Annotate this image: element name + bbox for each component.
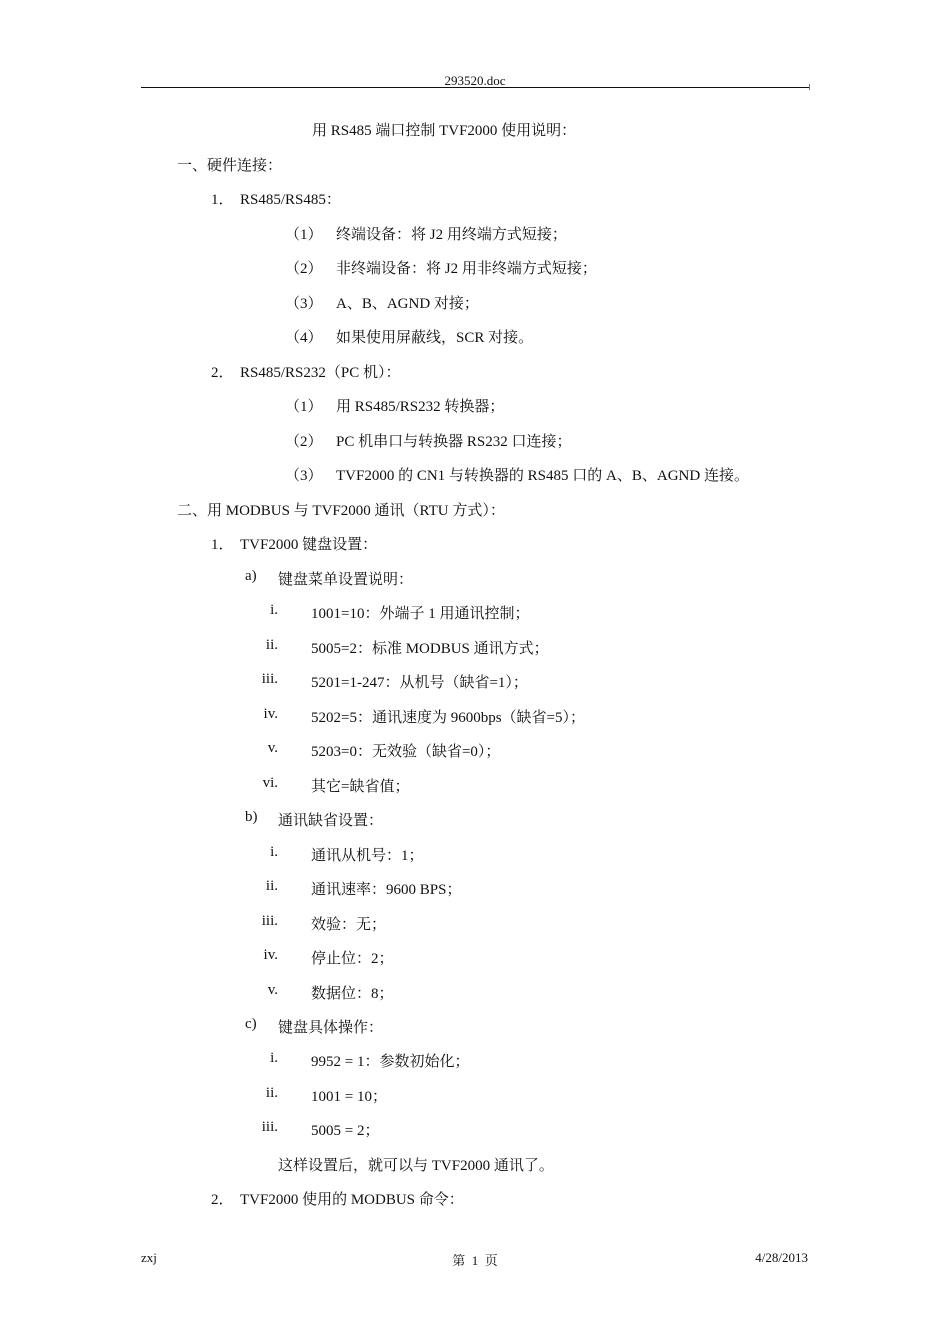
header-filename: 293520.doc — [444, 73, 506, 88]
s1-item1-number: 1． — [211, 192, 234, 208]
s2-c-item1-label: i. — [270, 1050, 278, 1066]
s2-a-item6-text: 其它=缺省值； — [311, 779, 410, 795]
s2-c-item3-label: iii. — [261, 1119, 278, 1135]
s1-item2-sub3-label: （3） — [285, 468, 323, 484]
s2-a-item1-label: i. — [270, 602, 278, 618]
s2-a-label: a) — [245, 568, 257, 584]
s2-a-item6-label: vi. — [262, 775, 278, 791]
s2-b-item1-text: 通讯从机号：1； — [311, 848, 424, 864]
s2-b-item5-label: v. — [267, 982, 278, 998]
s1-item1-sub4-label: （4） — [285, 330, 323, 346]
s1-item1-sub1-text: 终端设备：将 J2 用终端方式短接； — [336, 227, 567, 243]
s2-b-text: 通讯缺省设置： — [278, 813, 384, 829]
s2-b-label: b) — [245, 809, 258, 825]
s2-b-item4-text: 停止位：2； — [311, 951, 394, 967]
s2-b-item2-text: 通讯速率：9600 BPS； — [311, 882, 462, 898]
s1-item2-text: RS485/RS232（PC 机）： — [240, 365, 401, 381]
footer-date: 4/28/2013 — [755, 1250, 808, 1265]
section-2-heading: 二、用 MODBUS 与 TVF2000 通讯（RTU 方式）： — [177, 503, 505, 519]
s2-a-item4-text: 5202=5：通讯速度为 9600bps（缺省=5）； — [311, 710, 586, 726]
s2-c-text: 键盘具体操作： — [278, 1020, 384, 1036]
s2-b-item4-label: iv. — [263, 947, 278, 963]
s1-item1-sub2-label: （2） — [285, 261, 323, 277]
section-1-heading: 一、硬件连接： — [177, 158, 283, 174]
s2-c-item2-text: 1001 = 10； — [311, 1089, 387, 1105]
s1-item1-text: RS485/RS485： — [240, 192, 341, 208]
footer-author: zxj — [141, 1250, 157, 1265]
s1-item2-sub2-label: （2） — [285, 434, 323, 450]
s2-a-text: 键盘菜单设置说明： — [278, 572, 414, 588]
s1-item2-sub2-text: PC 机串口与转换器 RS232 口连接； — [336, 434, 572, 450]
s2-a-item2-label: ii. — [265, 637, 278, 653]
s2-b-item3-label: iii. — [261, 913, 278, 929]
s2-a-item5-label: v. — [267, 740, 278, 756]
s2-item1-number: 1． — [211, 537, 234, 553]
s1-item1-sub4-text: 如果使用屏蔽线，SCR 对接。 — [336, 330, 534, 346]
s1-item2-sub1-label: （1） — [285, 399, 323, 415]
s1-item2-sub3-text: TVF2000 的 CN1 与转换器的 RS485 口的 A、B、AGND 连接。 — [336, 468, 749, 484]
s2-item1-text: TVF2000 键盘设置： — [240, 537, 378, 553]
footer-page-number: 第 1 页 — [452, 1253, 498, 1268]
s2-a-item2-text: 5005=2：标准 MODBUS 通讯方式； — [311, 641, 549, 657]
s2-b-item1-label: i. — [270, 844, 278, 860]
s2-c-item3-text: 5005 = 2； — [311, 1123, 380, 1139]
s1-item1-sub3-label: （3） — [285, 296, 323, 312]
s1-item2-sub1-text: 用 RS485/RS232 转换器； — [336, 399, 505, 415]
document-title: 用 RS485 端口控制 TVF2000 使用说明： — [312, 123, 577, 139]
header-rule — [141, 87, 809, 88]
s2-c-item1-text: 9952 = 1：参数初始化； — [311, 1054, 470, 1070]
header-rule-tick — [809, 84, 810, 90]
s2-a-item4-label: iv. — [263, 706, 278, 722]
s2-c-note: 这样设置后，就可以与 TVF2000 通讯了。 — [278, 1158, 554, 1174]
s2-a-item1-text: 1001=10：外端子 1 用通讯控制； — [311, 606, 530, 622]
s1-item1-sub3-text: A、B、AGND 对接； — [336, 296, 479, 312]
s2-c-label: c) — [245, 1016, 257, 1032]
s1-item2-number: 2． — [211, 365, 234, 381]
s2-a-item3-text: 5201=1-247：从机号（缺省=1）； — [311, 675, 528, 691]
s2-c-item2-label: ii. — [265, 1085, 278, 1101]
s2-b-item3-text: 效验：无； — [311, 917, 387, 933]
s2-a-item5-text: 5203=0：无效验（缺省=0）； — [311, 744, 501, 760]
s1-item1-sub2-text: 非终端设备：将 J2 用非终端方式短接； — [336, 261, 597, 277]
s2-b-item2-label: ii. — [265, 878, 278, 894]
s2-item2-text: TVF2000 使用的 MODBUS 命令： — [240, 1192, 464, 1208]
s1-item1-sub1-label: （1） — [285, 227, 323, 243]
s2-b-item5-text: 数据位：8； — [311, 986, 394, 1002]
s2-a-item3-label: iii. — [261, 671, 278, 687]
s2-item2-number: 2． — [211, 1192, 234, 1208]
